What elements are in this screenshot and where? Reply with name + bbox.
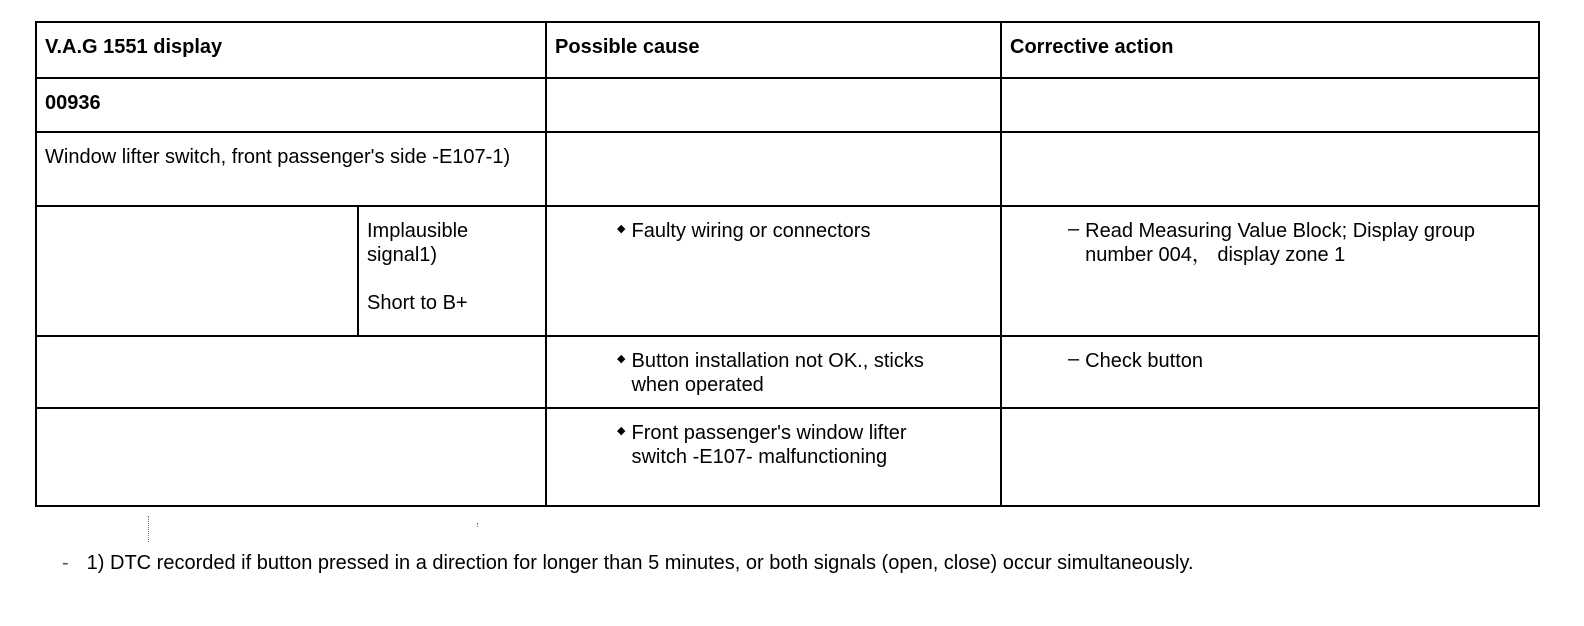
diagnostic-table bbox=[35, 21, 1540, 507]
footnote-marker: - bbox=[62, 552, 69, 574]
signal-implausible: Implausible signal1) bbox=[367, 220, 469, 266]
cause-item bbox=[555, 349, 992, 397]
header-corrective-action: Corrective action bbox=[1001, 22, 1539, 78]
diamond-bullet-icon: ◆ bbox=[617, 425, 626, 437]
action-item bbox=[1010, 219, 1530, 267]
dotted-marker bbox=[477, 523, 478, 527]
action-item bbox=[1010, 349, 1530, 373]
empty-cell bbox=[36, 336, 546, 408]
empty-cell bbox=[36, 206, 358, 336]
cause-text: Faulty wiring or connectors bbox=[631, 220, 871, 242]
spacer bbox=[367, 267, 537, 291]
cause-cell bbox=[546, 408, 1001, 506]
empty-cell bbox=[546, 132, 1001, 206]
cause-item bbox=[555, 219, 992, 243]
action-text: Check button bbox=[1085, 350, 1203, 372]
table-row bbox=[36, 408, 1539, 506]
empty-cell bbox=[36, 408, 546, 506]
action-cell bbox=[1001, 336, 1539, 408]
diamond-bullet-icon: ◆ bbox=[617, 353, 626, 365]
cause-cell bbox=[546, 336, 1001, 408]
table-row bbox=[36, 336, 1539, 408]
action-text: Read Measuring Value Block; Display group number 004， display zone 1 bbox=[1085, 220, 1475, 266]
table-row bbox=[36, 78, 1539, 132]
cause-text: Front passenger's window lifter switch -E107- malfunctioning bbox=[631, 422, 907, 468]
action-cell bbox=[1001, 206, 1539, 336]
dash-icon: – bbox=[1068, 218, 1080, 240]
cause-text: Button installation not OK., sticks when operated bbox=[631, 350, 924, 396]
dash-icon: – bbox=[1068, 348, 1080, 370]
footnote-text: 1) DTC recorded if button pressed in a direction for longer than 5 minutes, or both signals (open, close) occur simultaneously. bbox=[86, 552, 1194, 574]
diamond-bullet-icon: ◆ bbox=[617, 223, 626, 235]
component-name-text: Window lifter switch, front passenger's side -E107-1) bbox=[45, 146, 511, 168]
table-header-row bbox=[36, 22, 1539, 78]
empty-cell bbox=[1001, 78, 1539, 132]
component-name bbox=[36, 132, 546, 206]
dotted-marker bbox=[148, 516, 149, 542]
empty-cell bbox=[546, 78, 1001, 132]
action-cell bbox=[1001, 408, 1539, 506]
fault-code: 00936 bbox=[36, 78, 546, 132]
table-row bbox=[36, 206, 1539, 336]
cause-item bbox=[555, 421, 992, 469]
table-row bbox=[36, 132, 1539, 206]
footnote bbox=[62, 550, 1402, 576]
header-display: V.A.G 1551 display bbox=[36, 22, 546, 78]
signal-cell bbox=[358, 206, 546, 336]
empty-cell bbox=[1001, 132, 1539, 206]
signal-short-to-bplus: Short to B+ bbox=[367, 292, 468, 314]
cause-cell bbox=[546, 206, 1001, 336]
header-possible-cause: Possible cause bbox=[546, 22, 1001, 78]
